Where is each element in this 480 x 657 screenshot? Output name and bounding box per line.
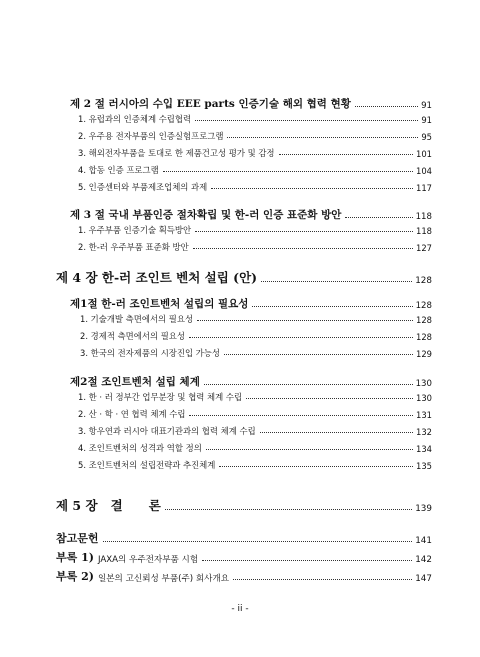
toc-item-label: 1. 기술개발 측면에서의 필요성 xyxy=(80,314,194,324)
toc-page-number: 128 xyxy=(415,276,432,286)
toc-appendix-1 xyxy=(56,549,432,565)
toc-chapter-5 xyxy=(56,496,432,514)
toc-item xyxy=(78,459,432,471)
toc-page-number: 142 xyxy=(415,555,432,565)
toc-page-number: 104 xyxy=(416,166,432,176)
toc-item xyxy=(78,408,432,420)
toc-item xyxy=(78,391,432,403)
toc-page-number: 141 xyxy=(415,536,432,546)
toc-item xyxy=(80,313,432,325)
toc-item-label: 3. 해외전자부품을 토대로 한 제품건고성 평가 및 감정 xyxy=(78,148,275,158)
dot-leader xyxy=(279,154,413,155)
toc-chapter-4 xyxy=(56,268,432,286)
toc-item-label: 3. 한국의 전자제품의 시장진입 가능성 xyxy=(80,348,220,358)
toc-item xyxy=(78,224,432,236)
toc-references-title: 참고문헌 xyxy=(56,532,99,545)
toc-item-label: 5. 인증센터와 부품제조업체의 과제 xyxy=(78,182,208,192)
toc-item-label: 2. 산 · 학 · 연 협력 체계 수립 xyxy=(78,409,186,419)
toc-item-label: 3. 항우연과 러시아 대표기관과의 협력 체계 수립 xyxy=(78,426,256,436)
dot-leader xyxy=(211,188,413,189)
toc-page-number: 134 xyxy=(416,444,432,454)
toc-item-label: 5. 조인트벤처의 설립전략과 추진체계 xyxy=(78,460,216,470)
toc-item-label: 2. 우주용 전자부품의 인증실험프로그램 xyxy=(78,131,224,141)
toc-page-number: 101 xyxy=(416,149,432,159)
toc-item xyxy=(78,181,432,193)
toc-page-number: 118 xyxy=(415,212,432,222)
dot-leader xyxy=(219,466,413,467)
toc-page-number: 91 xyxy=(421,115,432,125)
toc-page-number: 128 xyxy=(416,332,432,342)
dot-leader xyxy=(227,137,418,138)
toc-appendix-prefix: 부록 1) xyxy=(56,551,94,564)
toc-chapter-4-section-2 xyxy=(70,374,432,389)
dot-leader xyxy=(355,106,418,107)
toc-page-number: 130 xyxy=(415,379,432,389)
toc-page-number: 130 xyxy=(416,393,432,403)
dot-leader xyxy=(103,541,413,542)
toc-appendix-prefix: 부록 2) xyxy=(56,570,94,583)
toc-page-number: 135 xyxy=(416,461,432,471)
toc-item-label: 2. 경제적 측면에서의 필요성 xyxy=(80,331,185,341)
toc-appendix-2 xyxy=(56,568,432,584)
toc-section-title: 제 3 절 국내 부품인증 절차확립 및 한-러 인증 표준화 방안 xyxy=(70,209,342,221)
dot-leader xyxy=(261,281,412,282)
toc-item xyxy=(78,425,432,437)
toc-references xyxy=(56,530,432,546)
toc-page-number: 117 xyxy=(416,183,432,193)
toc-page-number: 147 xyxy=(415,574,432,584)
toc-item-label: 1. 한 · 러 정부간 업무분장 및 협력 체계 수립 xyxy=(78,392,243,402)
toc-page-number: 128 xyxy=(416,315,432,325)
toc-section-2 xyxy=(70,96,432,111)
toc-chapter-title: 제 5 장 결 론 xyxy=(56,498,161,513)
toc-section-title: 제 2 절 러시아의 수입 EEE parts 인증기술 해외 협력 현황 xyxy=(70,98,351,110)
toc-page-number: 127 xyxy=(416,243,432,253)
toc-page-number: 139 xyxy=(415,504,432,514)
dot-leader xyxy=(206,449,413,450)
toc-item xyxy=(78,147,432,159)
toc-item xyxy=(78,130,432,142)
toc-section-3 xyxy=(70,207,432,222)
toc-item xyxy=(80,347,432,359)
toc-item-label: 4. 합동 인증 프로그램 xyxy=(78,165,159,175)
toc-chapter-4-section-1 xyxy=(70,296,432,311)
toc-item-label: 1. 유럽과의 인증체계 수립협력 xyxy=(78,114,192,124)
toc-page-number: 95 xyxy=(421,132,432,142)
dot-leader xyxy=(193,248,413,249)
dot-leader xyxy=(345,217,412,218)
toc-appendix-title: JAXA의 우주전자부품 시험 xyxy=(97,555,199,565)
dot-leader xyxy=(202,560,412,561)
toc-item xyxy=(78,442,432,454)
dot-leader xyxy=(197,320,413,321)
dot-leader xyxy=(163,171,413,172)
dot-leader xyxy=(165,509,412,510)
toc-item xyxy=(78,241,432,253)
dot-leader xyxy=(204,384,413,385)
toc-item-label: 1. 우주부품 인증기술 획득방안 xyxy=(78,225,192,235)
toc-item xyxy=(78,164,432,176)
toc-page-number: 132 xyxy=(416,427,432,437)
toc-item-label: 4. 조인트벤처의 성격과 역할 정의 xyxy=(78,443,202,453)
dot-leader xyxy=(233,579,412,580)
dot-leader xyxy=(224,354,413,355)
page-footer-number: - ii - xyxy=(231,604,249,614)
dot-leader xyxy=(246,398,413,399)
dot-leader xyxy=(189,415,413,416)
toc-page-number: 91 xyxy=(421,101,432,111)
toc-item xyxy=(78,113,432,125)
toc-section-title: 제1절 한-러 조인트벤처 설립의 필요성 xyxy=(70,298,249,310)
toc-page-number: 131 xyxy=(416,410,432,420)
toc-section-title: 제2절 조인트벤처 설립 체계 xyxy=(70,376,200,388)
toc-chapter-title: 제 4 장 한-러 조인트 벤처 설립 (안) xyxy=(56,270,258,285)
dot-leader xyxy=(252,306,412,307)
toc-appendix-title: 일본의 고신뢰성 부품(주) 회사개요 xyxy=(97,574,230,584)
toc-page-number: 129 xyxy=(416,349,432,359)
dot-leader xyxy=(260,432,413,433)
toc-page-number: 118 xyxy=(416,226,432,236)
toc-item-label: 2. 한-러 우주부품 표준화 방안 xyxy=(78,242,189,252)
toc-page-number: 128 xyxy=(415,301,432,311)
toc-item xyxy=(80,330,432,342)
dot-leader xyxy=(195,120,418,121)
dot-leader xyxy=(189,337,413,338)
dot-leader xyxy=(195,231,413,232)
